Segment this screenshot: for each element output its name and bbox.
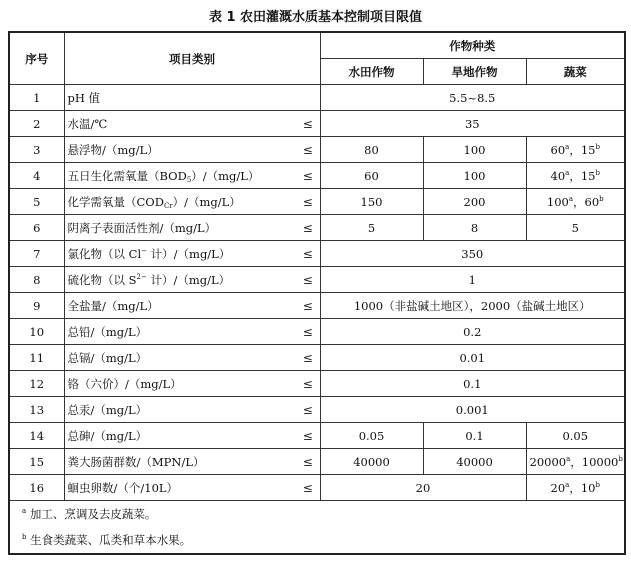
- cell-limit-all: 350: [320, 241, 625, 267]
- header-crop-type: 作物种类: [320, 32, 625, 59]
- cell-veg: 20000$^a$，10000$^b$: [526, 449, 625, 475]
- cell-seq: 4: [9, 163, 64, 189]
- cell-seq: 16: [9, 475, 64, 501]
- cell-veg: 100$^a$，60$^b$: [526, 189, 625, 215]
- cell-operator: ≤: [296, 241, 320, 267]
- cell-item: 全盐量/（mg/L）: [64, 293, 296, 319]
- cell-item: 总镉/（mg/L）: [64, 345, 296, 371]
- cell-operator: ≤: [296, 215, 320, 241]
- cell-seq: 15: [9, 449, 64, 475]
- header-dry: 旱地作物: [423, 59, 526, 85]
- cell-seq: 10: [9, 319, 64, 345]
- cell-item: 铬（六价）/（mg/L）: [64, 371, 296, 397]
- cell-item: 总砷/（mg/L）: [64, 423, 296, 449]
- header-category: 项目类别: [64, 32, 320, 85]
- cell-item: 水温/℃: [64, 111, 296, 137]
- table-row: [9, 423, 625, 449]
- table-row: [9, 475, 625, 501]
- cell-seq: 7: [9, 241, 64, 267]
- cell-item: 氯化物（以 Cl− 计）/（mg/L）: [64, 241, 296, 267]
- cell-limit-all: 0.01: [320, 345, 625, 371]
- cell-paddy: 80: [320, 137, 423, 163]
- cell-dry: 100: [423, 163, 526, 189]
- cell-paddy-dry: 20: [320, 475, 526, 501]
- cell-veg: 5: [526, 215, 625, 241]
- cell-operator: ≤: [296, 345, 320, 371]
- cell-operator: ≤: [296, 189, 320, 215]
- table-row: [9, 163, 625, 189]
- cell-dry: 200: [423, 189, 526, 215]
- cell-limit-all: 1000（非盐碱土地区），2000（盐碱土地区）: [320, 293, 625, 319]
- cell-veg: 0.05: [526, 423, 625, 449]
- table-row: [9, 449, 625, 475]
- cell-seq: 1: [9, 85, 64, 111]
- header-paddy: 水田作物: [320, 59, 423, 85]
- table-row: [9, 215, 625, 241]
- cell-veg: 60$^a$，15$^b$: [526, 137, 625, 163]
- cell-seq: 5: [9, 189, 64, 215]
- cell-operator: ≤: [296, 449, 320, 475]
- header-seq: 序号: [9, 32, 64, 85]
- cell-item: 阴离子表面活性剂/（mg/L）: [64, 215, 296, 241]
- cell-operator: ≤: [296, 371, 320, 397]
- cell-item: 蛔虫卵数/（个/10L）: [64, 475, 296, 501]
- footnote-a: $^a$ 加工、烹调及去皮蔬菜。: [9, 501, 625, 528]
- table-row: [9, 111, 625, 137]
- cell-operator: ≤: [296, 267, 320, 293]
- cell-paddy: 150: [320, 189, 423, 215]
- cell-seq: 2: [9, 111, 64, 137]
- cell-operator: ≤: [296, 111, 320, 137]
- table-row: [9, 345, 625, 371]
- table-row: [9, 293, 625, 319]
- cell-seq: 8: [9, 267, 64, 293]
- cell-paddy: 40000: [320, 449, 423, 475]
- table-row: [9, 371, 625, 397]
- cell-operator: ≤: [296, 475, 320, 501]
- cell-operator: [296, 85, 320, 111]
- table-row: [9, 319, 625, 345]
- cell-operator: ≤: [296, 397, 320, 423]
- cell-limit-all: 1: [320, 267, 625, 293]
- cell-item: 总汞/（mg/L）: [64, 397, 296, 423]
- cell-seq: 9: [9, 293, 64, 319]
- cell-limit-all: 5.5~8.5: [320, 85, 625, 111]
- table-row: [9, 267, 625, 293]
- footnote-b: $^b$ 生食类蔬菜、瓜类和草本水果。: [22, 533, 192, 547]
- cell-seq: 6: [9, 215, 64, 241]
- cell-limit-all: 0.1: [320, 371, 625, 397]
- table-row: [9, 189, 625, 215]
- cell-dry: 40000: [423, 449, 526, 475]
- cell-item: 悬浮物/（mg/L）: [64, 137, 296, 163]
- cell-limit-all: 0.001: [320, 397, 625, 423]
- cell-veg: 40$^a$，15$^b$: [526, 163, 625, 189]
- header-veg: 蔬菜: [526, 59, 625, 85]
- table-row: [9, 85, 625, 111]
- cell-limit-all: 0.2: [320, 319, 625, 345]
- cell-dry: 100: [423, 137, 526, 163]
- table-row: [9, 137, 625, 163]
- cell-operator: ≤: [296, 293, 320, 319]
- cell-item: pH 值: [64, 85, 296, 111]
- water-quality-table: [8, 31, 626, 555]
- cell-dry: 0.1: [423, 423, 526, 449]
- cell-item: 化学需氧量$(COD_{Cr})/(mg/L)$: [64, 189, 296, 215]
- cell-paddy: 60: [320, 163, 423, 189]
- cell-seq: 14: [9, 423, 64, 449]
- cell-seq: 13: [9, 397, 64, 423]
- table-row: [9, 241, 625, 267]
- cell-operator: ≤: [296, 319, 320, 345]
- cell-item: 硫化物（以 $S^{2-}$ 计）/（mg/L）: [64, 267, 296, 293]
- table-title: 表 1 农田灌溉水质基本控制项目限值: [208, 10, 423, 25]
- cell-item: 五日生化需氧量$(BOD_5)/(mg/L)$: [64, 163, 296, 189]
- cell-dry: 8: [423, 215, 526, 241]
- table-body: [9, 85, 625, 501]
- cell-seq: 3: [9, 137, 64, 163]
- cell-operator: ≤: [296, 137, 320, 163]
- table-row: [9, 397, 625, 423]
- cell-operator: ≤: [296, 163, 320, 189]
- cell-veg: 20$^a$，10$^b$: [526, 475, 625, 501]
- cell-limit-all: 35: [320, 111, 625, 137]
- cell-item: 总铅/（mg/L）: [64, 319, 296, 345]
- cell-item: 粪大肠菌群数/（MPN/L）: [64, 449, 296, 475]
- cell-seq: 11: [9, 345, 64, 371]
- cell-paddy: 5: [320, 215, 423, 241]
- cell-seq: 12: [9, 371, 64, 397]
- cell-operator: ≤: [296, 423, 320, 449]
- cell-paddy: 0.05: [320, 423, 423, 449]
